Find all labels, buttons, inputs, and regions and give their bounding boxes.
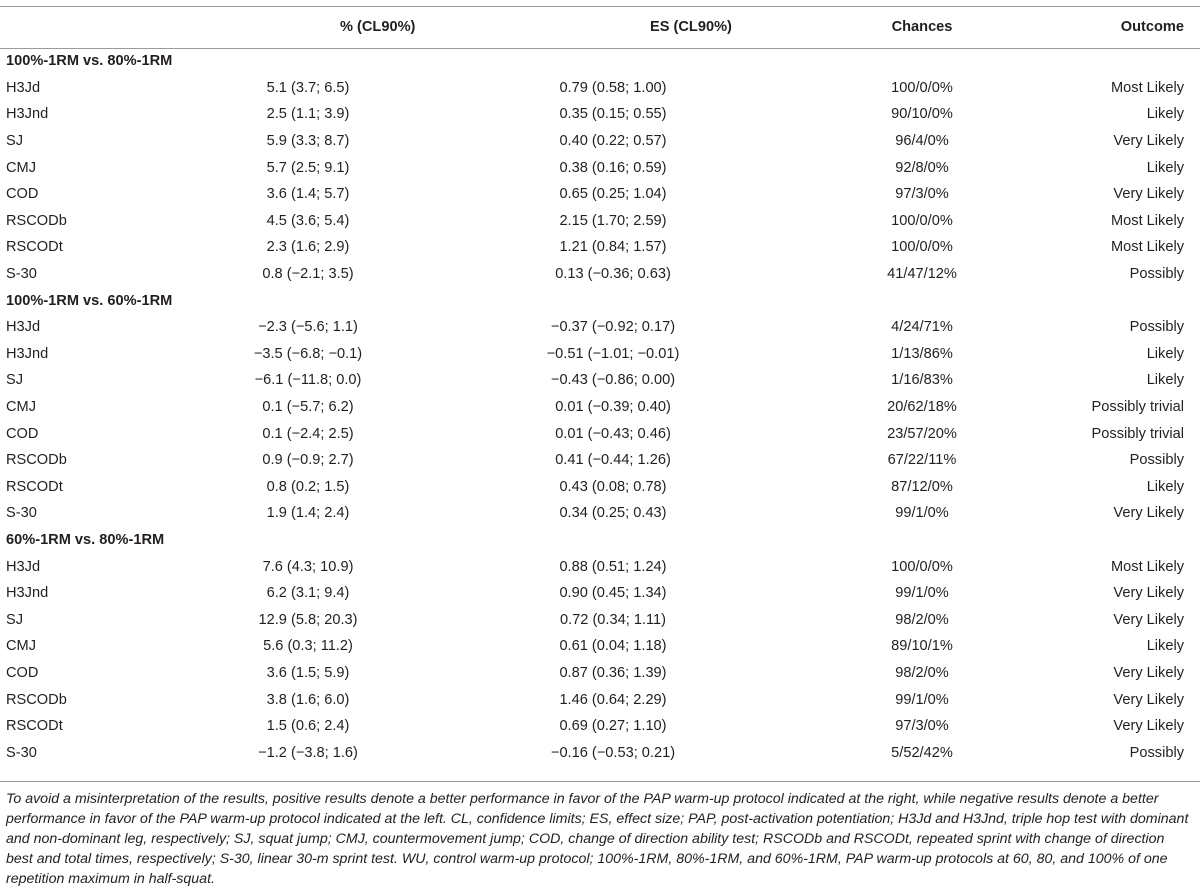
table-row (0, 314, 1200, 341)
row-outcome: Possibly (1129, 452, 1184, 469)
section-header-row (0, 527, 1200, 554)
row-es-value: 0.01 (−0.43; 0.46) (555, 425, 671, 442)
row-pct-value: 0.8 (−2.1; 3.5) (262, 266, 354, 283)
row-outcome: Likely (1146, 159, 1184, 176)
row-label: S-30 (6, 266, 37, 283)
row-chances: 4/24/71% (891, 319, 953, 336)
row-es-value: 0.87 (0.36; 1.39) (559, 664, 667, 681)
row-pct-value: 12.9 (5.8; 20.3) (258, 611, 358, 628)
row-es-value: 0.35 (0.15; 0.55) (559, 106, 667, 123)
section-title: 60%-1RM vs. 80%-1RM (6, 531, 165, 548)
row-chances: 92/8/0% (895, 159, 949, 176)
row-chances: 5/52/42% (891, 744, 953, 761)
row-outcome: Possibly (1129, 744, 1184, 761)
row-label: RSCODb (6, 452, 67, 469)
row-pct-value: 3.6 (1.4; 5.7) (266, 186, 350, 203)
row-chances: 89/10/1% (891, 638, 953, 655)
row-pct-value: −6.1 (−11.8; 0.0) (254, 372, 362, 389)
row-label: COD (6, 425, 39, 442)
row-pct-value: 5.1 (3.7; 6.5) (266, 79, 350, 96)
row-es-value: 0.90 (0.45; 1.34) (559, 585, 667, 602)
row-chances: 90/10/0% (891, 106, 953, 123)
row-es-value: 0.13 (−0.36; 0.63) (555, 266, 671, 283)
row-pct-value: 4.5 (3.6; 5.4) (266, 212, 350, 229)
row-pct-value: −2.3 (−5.6; 1.1) (258, 319, 358, 336)
table-row (0, 606, 1200, 633)
row-outcome: Likely (1146, 345, 1184, 362)
row-label: RSCODb (6, 212, 67, 229)
row-es-value: −0.37 (−0.92; 0.17) (550, 319, 676, 336)
row-outcome: Very Likely (1113, 718, 1184, 735)
table-row (0, 234, 1200, 261)
row-es-value: 0.88 (0.51; 1.24) (559, 558, 667, 575)
row-outcome: Very Likely (1113, 505, 1184, 522)
row-label: H3Jnd (6, 345, 49, 362)
row-pct-value: 0.1 (−2.4; 2.5) (262, 425, 354, 442)
row-label: RSCODb (6, 691, 67, 708)
table-row (0, 208, 1200, 235)
row-outcome: Very Likely (1113, 585, 1184, 602)
row-label: COD (6, 664, 39, 681)
row-chances: 20/62/18% (887, 399, 957, 416)
row-label: H3Jd (6, 79, 41, 96)
row-chances: 97/3/0% (895, 718, 949, 735)
row-label: CMJ (6, 159, 36, 176)
table-footnote: To avoid a misinterpretation of the results, positive results denote a better performance in favor of the PAP warm-up protocol indicated at the right, while negative results denote a better performance in favor of the PAP warm-up protocol indicated at the left. CL, confidence limits; ES, effect size; PAP, post-activation potentiation; H3Jd and H3Jnd, triple hop test with dominant and non-dominant leg, respectively; SJ, squat jump; CMJ, countermovement jump; COD, change of direction ability test; RSCODb and RSCODt, repeated sprint with change of direction best and total times, respectively; S-30, linear 30-m sprint test. WU, control warm-up protocol; 100%-1RM, 80%-1RM, and 60%-1RM, PAP warm-up protocols at 60, 80, and 100% of one repetition maximum in half-squat. (6, 791, 1189, 887)
row-label: CMJ (6, 638, 36, 655)
table-row (0, 420, 1200, 447)
table-row (0, 580, 1200, 607)
row-outcome: Very Likely (1113, 664, 1184, 681)
row-es-value: 1.46 (0.64; 2.29) (559, 691, 667, 708)
header-es: ES (CL90%) (650, 19, 732, 35)
row-es-value: 0.40 (0.22; 0.57) (559, 133, 667, 150)
row-chances: 87/12/0% (891, 478, 953, 495)
table-row (0, 261, 1200, 288)
table-row (0, 101, 1200, 128)
row-pct-value: 5.6 (0.3; 11.2) (263, 638, 353, 655)
row-label: SJ (6, 133, 24, 150)
table-row (0, 633, 1200, 660)
row-outcome: Most Likely (1111, 558, 1184, 575)
row-pct-value: 0.1 (−5.7; 6.2) (262, 399, 354, 416)
row-es-value: 1.21 (0.84; 1.57) (559, 239, 667, 256)
row-pct-value: 0.8 (0.2; 1.5) (266, 478, 350, 495)
row-outcome: Possibly (1129, 266, 1184, 283)
table-row (0, 553, 1200, 580)
row-label: S-30 (6, 505, 37, 522)
row-es-value: 0.72 (0.34; 1.11) (559, 611, 666, 628)
table-row (0, 341, 1200, 368)
row-chances: 41/47/12% (887, 266, 957, 283)
section-title: 100%-1RM vs. 80%-1RM (6, 53, 173, 70)
table-row (0, 500, 1200, 527)
row-label: H3Jd (6, 558, 41, 575)
row-es-value: 0.34 (0.25; 0.43) (559, 505, 667, 522)
row-chances: 100/0/0% (891, 558, 953, 575)
table-row (0, 447, 1200, 474)
table-row (0, 660, 1200, 687)
table-row (0, 128, 1200, 155)
row-es-value: 0.61 (0.04; 1.18) (559, 638, 667, 655)
row-chances: 99/1/0% (895, 585, 949, 602)
row-es-value: −0.51 (−1.01; −0.01) (546, 345, 680, 362)
row-outcome: Likely (1146, 372, 1184, 389)
row-pct-value: 5.7 (2.5; 9.1) (266, 159, 350, 176)
row-pct-value: 3.6 (1.5; 5.9) (266, 664, 350, 681)
row-outcome: Most Likely (1111, 79, 1184, 96)
row-pct-value: 1.9 (1.4; 2.4) (266, 505, 350, 522)
section-title: 100%-1RM vs. 60%-1RM (6, 292, 173, 309)
row-es-value: −0.16 (−0.53; 0.21) (550, 744, 676, 761)
row-pct-value: −1.2 (−3.8; 1.6) (258, 744, 358, 761)
row-pct-value: 5.9 (3.3; 8.7) (266, 133, 350, 150)
row-es-value: 0.38 (0.16; 0.59) (559, 159, 667, 176)
row-chances: 100/0/0% (891, 239, 953, 256)
row-pct-value: 2.5 (1.1; 3.9) (266, 106, 350, 123)
header-label (0, 6, 232, 48)
row-outcome: Possibly trivial (1091, 425, 1184, 442)
row-outcome: Very Likely (1113, 133, 1184, 150)
table-row (0, 181, 1200, 208)
row-label: RSCODt (6, 239, 63, 256)
row-chances: 99/1/0% (895, 691, 949, 708)
row-label: SJ (6, 611, 24, 628)
row-es-value: 0.79 (0.58; 1.00) (559, 79, 667, 96)
table-row (0, 739, 1200, 766)
section-header-row (0, 48, 1200, 75)
row-pct-value: 1.5 (0.6; 2.4) (266, 718, 350, 735)
row-pct-value: 0.9 (−0.9; 2.7) (262, 452, 354, 469)
results-table (0, 6, 1200, 766)
header-row (0, 6, 1200, 48)
row-chances: 67/22/11% (887, 452, 957, 469)
row-pct-value: 7.6 (4.3; 10.9) (262, 558, 354, 575)
row-chances: 1/13/86% (891, 345, 953, 362)
row-label: RSCODt (6, 478, 63, 495)
table-row (0, 474, 1200, 501)
table-row (0, 686, 1200, 713)
row-outcome: Very Likely (1113, 691, 1184, 708)
row-outcome: Possibly (1129, 319, 1184, 336)
row-pct-value: 2.3 (1.6; 2.9) (266, 239, 350, 256)
row-outcome: Likely (1146, 638, 1184, 655)
table-bottom-rule (0, 781, 1200, 782)
row-label: COD (6, 186, 39, 203)
row-outcome: Likely (1146, 478, 1184, 495)
row-label: S-30 (6, 744, 37, 761)
row-label: SJ (6, 372, 24, 389)
row-chances: 99/1/0% (895, 505, 949, 522)
row-outcome: Most Likely (1111, 239, 1184, 256)
row-label: H3Jnd (6, 106, 49, 123)
row-label: RSCODt (6, 718, 63, 735)
row-chances: 100/0/0% (891, 212, 953, 229)
row-es-value: 0.69 (0.27; 1.10) (559, 718, 667, 735)
row-label: CMJ (6, 399, 36, 416)
row-es-value: 2.15 (1.70; 2.59) (559, 212, 667, 229)
row-label: H3Jnd (6, 585, 49, 602)
row-es-value: 0.41 (−0.44; 1.26) (555, 452, 671, 469)
table-row (0, 394, 1200, 421)
row-es-value: 0.01 (−0.39; 0.40) (555, 399, 671, 416)
section-header-row (0, 287, 1200, 314)
row-chances: 97/3/0% (895, 186, 949, 203)
header-chances: Chances (891, 19, 953, 35)
row-outcome: Possibly trivial (1091, 399, 1184, 416)
header-outcome: Outcome (1120, 19, 1184, 35)
row-chances: 100/0/0% (891, 79, 953, 96)
row-es-value: 0.65 (0.25; 1.04) (559, 186, 667, 203)
table-row (0, 154, 1200, 181)
table-row (0, 367, 1200, 394)
row-outcome: Very Likely (1113, 186, 1184, 203)
row-chances: 96/4/0% (895, 133, 949, 150)
row-label: H3Jd (6, 319, 41, 336)
row-es-value: 0.43 (0.08; 0.78) (559, 478, 667, 495)
table-body (0, 48, 1200, 766)
row-pct-value: 3.8 (1.6; 6.0) (266, 691, 350, 708)
row-chances: 1/16/83% (891, 372, 953, 389)
row-outcome: Very Likely (1113, 611, 1184, 628)
header-pct: % (CL90%) (340, 19, 416, 35)
row-chances: 98/2/0% (895, 611, 949, 628)
row-pct-value: −3.5 (−6.8; −0.1) (253, 345, 363, 362)
row-chances: 98/2/0% (895, 664, 949, 681)
row-pct-value: 6.2 (3.1; 9.4) (266, 585, 350, 602)
table-row (0, 75, 1200, 102)
row-outcome: Most Likely (1111, 212, 1184, 229)
table-row (0, 713, 1200, 740)
row-outcome: Likely (1146, 106, 1184, 123)
row-chances: 23/57/20% (887, 425, 957, 442)
row-es-value: −0.43 (−0.86; 0.00) (550, 372, 676, 389)
